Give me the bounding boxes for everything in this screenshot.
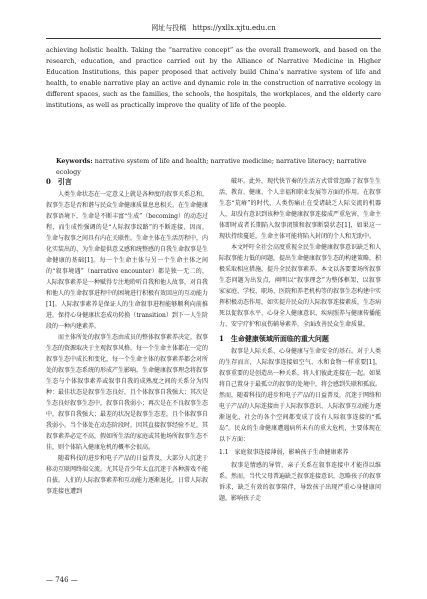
english-abstract: achieving holistic health. Taking the “narrative concept” as the overall framework, and based on the research, education, and practice carried out by the Alliance of Narrative Medicine in Higher Education Institutions, this paper proposed that actively build China’s narrative system of life and health, to enable narrative play an active and dynamic role in the construction of narrative ecology in different spaces, such as the families, the schools, the hospitals, the workplaces, and the elderly care institutions, as well as practically improve the quality of life of the people. (46, 46, 381, 109)
journal-name: 网址与投稿 (151, 24, 187, 32)
subsection-heading-1-1: 1.1 家庭叙事连接薄弱，影响孩子生命健康素养 (219, 449, 349, 456)
body-paragraph: 破坏。此外，现代快节奏的生活方式常常忽略了叙事生生活、教育、健康、个人幸福和职业发展等方面的作用。在叙事生态“荒瘠”的时代，人类伤痛止在受诸缺乏人际交流的机器人，却没有意识到该种生命健康叙事连接成严重危害，生命主体即时或者长期陷入叙事闭锁和叙事断裂状态[1]，如果这一现状持续蔓延，生命主体可能将陷入封闭的个人和无助中。 (219, 178, 382, 240)
keywords-text: narrative system of life and health; narrative medicine; narrative literacy; narrative ecology (56, 157, 367, 176)
body-paragraph: 叙事是情感的导管，亲子关系在叙事连接中才能得以维系。然而，当代父母普遍缺乏叙事连接意识，忽略孩子的叙事诉求，缺乏有效的叙事陪伴，导致孩子出现严重心身健康问题，影响孩子走 (219, 462, 382, 502)
body-paragraph: 随着科技的进步和电子产品的日益普及，大部分人沉迷于移动互联网终端交流，尤其是青少年太直沉迷于各种游戏不能自拔。人们的人际叙事素养和互动能力逐渐退化，日常人际叙事连接也遭到 (46, 455, 209, 495)
journal-url[interactable]: https://yxllx.xjtu.edu.cn (192, 24, 276, 32)
left-column (46, 176, 208, 497)
page-number: — 746 — (46, 576, 78, 584)
section-heading-intro: 0 引言 (46, 177, 72, 186)
header-divider (46, 38, 381, 39)
body-paragraph: 人类生命状态在一定意义上就是各种度的叙事关系总和，叙事生态是否和谐与民众生命健康质量息息相关。在生命健康叙事语境下，生命是不断丰富“生成”（becoming）的动态过程，而生成性强调的是“人际叙事纹路”的不断连接、因而，生命与叙事之间具有内在关联性。生命主体在生活历程中，内化实装出的、为生命提供意义感和统整感的自我生命叙事是生命健康的基础[1]。每一个生命主体与另一个生命主体之间的“叙事境遇”（narrative encounter）都是独一无二的，人际叙事素养是一种赋得专注地聆听自我和他人故事，对自我和他人的生命叙事进程中的困境进行积极有效回应的互动能力[1]。人际叙事素养是保证人的生命叙事进程能够顺利向前推进，保持心身健康状态成功转换（transition）到下一人生阶段的一种内建素养。 (46, 191, 209, 330)
running-header (46, 21, 381, 35)
body-paragraph: 而主体所处的叙事生态由成员的整体叙事素养决定，叙事生态的资源取决于主观叙事风格。每一个生命主体都在一定的叙事生态中成长和变化，每一个生命主体的叙事素养都会对所处的叙事生态系统的形成产生影响。生命健康叙事理念将叙事生态与个体叙事素养或叙事自我的成熟度之间的关系分为四种：最佳状态是叙事生态良好，且个体叙事自我强大；其次是生态良好叙事生态中，叙事自我弱小；再次是在不良叙事生态中，叙事自我强大；最差的状况是叙事生态差，且个体叙事自我弱小。当个体处在动态阶段时，因其直接叙事经验不足，其叙事素养必定不高，假如所生活的家庭或其他场所叙事生态不佳，则个体陷入健康危机的概率会很高。 (46, 334, 209, 451)
body-paragraph: 叙事是人际关系、心身健康与生命安全的基石。对于人类的生存而言，人际叙事连接如空气、水和食物一样重要[1]，叙事重要的是创造出一种关系，将人们彼此连接在一起。如果将自己置身于最孤立的叙事的处境中，将会感到失联和孤寂。然而，随着科技的进步和电子产品的日益普及，沉迷于网络和电子产品的人际连接由于人际叙事意识、人际叙事互动能力逐渐退化，社会的各个空间都变成了没有人际叙事连接的“孤岛”。民众的生命健康遭遇病所未有的重大危机，主要体现在以下方面： (219, 348, 382, 443)
body-paragraph: 本文呼吁全社会高度重视全民生命健康叙事意识缺乏和人际叙事能力低的问题，提出生命健康叙事生态的构建策略，积极采取相应措施，提升全民叙事素养。本文以各要要场所叙事生态问题为出发点，阐明以“叙事理念”为整体框架，以叙事家家庭、学校、职场、医院和养老机构等的叙事生态构建中实挥积极动态作用，如实提升民众的人际叙事连接素质，生态病死以促叙事水平、心身全人健康意识、疾病照养与健康传播能力、安宁疗护和哀伤辅导素养，全面改善民众生命质量。 (219, 244, 382, 328)
keywords-line (56, 156, 381, 178)
keywords-label: Keywords: (56, 157, 93, 165)
section-heading-1: 1 生命健康领域所面临的重大问题 (219, 334, 329, 343)
right-column (219, 176, 381, 504)
